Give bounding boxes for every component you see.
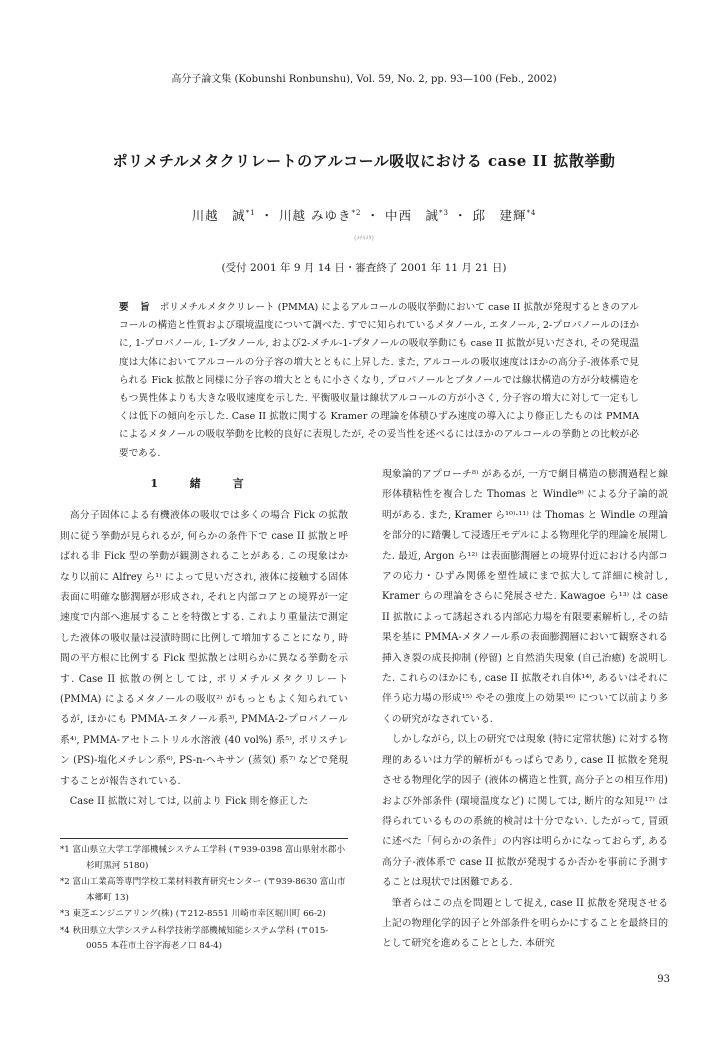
author-separator: ・	[453, 208, 468, 223]
body-paragraph: 現象論的アプローチ⁸⁾ があるが, 一方で網目構造の膨潤過程と線形体積粘性を複合した Thomas と Windle⁹⁾ による分子論的説明がある. また, Kramer ら¹⁰⁾·¹¹⁾ は Thomas と Windle の理論を部分的に踏襲して浸透圧モデルによる物理化学的理論を展開した. 最近, Argon ら¹²⁾ は表面膨潤層との境界付近における内部コアの応力・ひずみ関係を塑性域にまで拡大して詳細に検討し, Kramer らの理論をさらに発展させた. Kawagoe ら¹³⁾ は case II 拡散によって誘起される内部応力場を有限要素解析し, その結果を基に PMMA-メタノール系の表面膨潤層において観察される挿入き裂の成長抑制 (停留) と自然消失現象 (自己治癒) を説明した. これらのほかにも, case II 拡散それ自体¹⁴⁾, あるいはそれに伴う応力場の形成¹⁵⁾ やその強度上の効果¹⁶⁾ について以前より多くの研究がなされている.	[382, 469, 668, 725]
page-number: 93	[657, 974, 670, 985]
author-name: 川越 誠	[191, 208, 246, 223]
footnote: *3 東芝エンジニアリング(株) (〒212-8551 川崎市幸区堀川町 66-2)	[60, 909, 326, 919]
footnote: *2 富山工業高等専門学校工業材料教育研究センター (〒939-8630 富山市本郷町 13)	[60, 877, 346, 903]
author-list	[0, 206, 728, 224]
footnote: *4 秋田県立大学システム科学技術学部機械知能システム学科 (〒015-0055 本荘市土谷字海老ノ口 84-4)	[60, 925, 329, 951]
footnotes	[60, 838, 348, 956]
affiliation-mark: *1	[245, 208, 256, 217]
body-paragraph: しかしながら, 以上の研究では現象 (特に定常状態) に対する物理的あるいは力学的解析がもっぱらであり, case II 拡散を発現させる物理化学的因子 (液体の構造と性質, 高分子との相互作用) および外部条件 (環境温度など) に関しては, 断片的な知見¹⁷⁾ は得られているものの系統的検討は十分でない. したがって, 冒頭に述べた「何らかの条件」の内容は明らかになっておらず, ある高分子-液体系で case II 拡散が発現するか否かを事前に予測することは現状では困難である.	[382, 734, 668, 889]
affiliation-mark: *2	[351, 208, 362, 217]
author-separator: ・	[260, 208, 275, 223]
abstract	[119, 299, 639, 463]
received-dates: (受付 2001 年 9 月 14 日・審査終了 2001 年 11 月 21 日)	[221, 262, 507, 274]
body-paragraph: Case II 拡散に対しては, 以前より Fick 則を修正した	[69, 796, 309, 808]
author-name: 邱 建輝	[472, 208, 527, 223]
footnote: *1 富山県立大学工学部機械システム工学科 (〒939-0398 富山県射水郡小杉町黒河 5180)	[60, 845, 346, 871]
affiliation-mark: *4	[526, 208, 537, 217]
paper-title: ポリメチルメタクリレートのアルコール吸収における case II 拡散挙動	[112, 152, 616, 170]
right-column	[382, 465, 668, 955]
body-paragraph: 筆者らはこの点を問題として捉え, case II 拡散を発現させる上記の物理化学的因子と外部条件を明らかにすることを最終目的として研究を進めることとした. 本研究	[382, 897, 668, 950]
left-column	[60, 474, 348, 813]
section-heading: 1 緒 言	[150, 477, 258, 490]
author-separator: ・	[366, 208, 380, 223]
journal-header: 高分子論文集 (Kobunshi Ronbunshu), Vol. 59, No. 2, pp. 93—100 (Feb., 2002)	[171, 74, 557, 85]
small-stamp: (ﾒﾁﾙﾒﾀ)	[354, 235, 374, 242]
abstract-label: 要 旨	[119, 302, 154, 313]
author-name: 中西 誠	[384, 208, 439, 223]
affiliation-mark: *3	[438, 208, 449, 217]
body-paragraph: 高分子固体による有機液体の吸収では多くの場合 Fick の拡散則に従う挙動が見られるが, 何らかの条件下で case II 拡散と呼ばれる非 Fick 型の挙動が観測されることがある. この現象はかなり以前に Alfrey ら¹⁾ によって見いだされ, 液体に接触する固体表面に明確な膨潤層が形成され, それと内部コアとの境界が一定速度で内部へ進展することを特徴とする. これより重量法で測定した液体の吸収量は浸漬時間に比例して増加することになり, 時間の平方根に比例する Fick 型拡散とは明らかに異なる挙動を示す. Case II 拡散の例としては, ポリメチルメタクリレート (PMMA) によるメタノールの吸収²⁾ がもっともよく知られているが, ほかにも PMMA-エタノール系³⁾, PMMA-2-プロパノール系⁴⁾, PMMA-アセトニトリル水溶液 (40 vol%) 系⁵⁾, ポリスチレン (PS)-塩化メチレン系⁶⁾, PS-n-ヘキサン (蒸気) 系⁷⁾ などで発現することが報告されている.	[60, 510, 348, 787]
author-name: 川越 みゆき	[279, 208, 352, 223]
abstract-text: ポリメチルメタクリレート (PMMA) によるアルコールの吸収挙動において case II 拡散が発現するときのアルコールの構造と性質および環境温度について調べた. すでに知られているメタノール, エタノール, 2-プロパノールのほかに, 1-プロパノール, 1-ブタノール, および2-メチル-1-プタノールの吸収挙動にも case II 拡散が見いだされ, その発現温度は大体においてアルコールの分子容の増大とともに上昇した. また, アルコールの吸収速度はほかの高分子-液体系で見られる Fick 拡散と同様に分子容の増大とともに小さくなり, プロパノールとブタノールでは線状構造の方が分岐構造をもつ異性体よりも大きな吸収速度を示した. 平衡吸収量は線状アルコールの方が小さく, 分子容の増大に対して一定もしくは低下の傾向を示した. Case II 拡散に関する Kramer の理論を体積ひずみ速度の導入により修正したものは PMMA によるメタノールの吸収挙動を比較的良好に表現したが, その妥当性を述べるにはほかのアルコールの挙動との比較が必要である.	[119, 302, 639, 459]
